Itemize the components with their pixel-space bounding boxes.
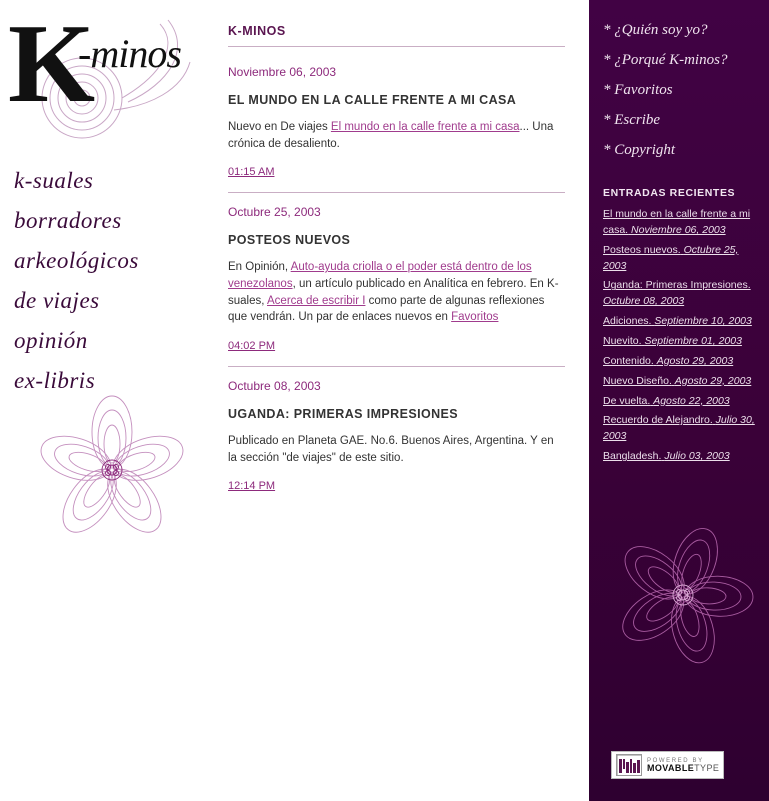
entry-body-mid: , un artículo publicado en Analítica en febrero. En K-suales,: [228, 278, 559, 307]
right-sidebar: [589, 0, 769, 801]
entry-time: [228, 340, 565, 352]
movabletype-logo-icon: [616, 754, 642, 776]
nav-link-deviajes[interactable]: de viajes: [14, 288, 100, 313]
recent-entry-date: Septiembre 01, 2003: [644, 335, 742, 348]
entry-body-pre: Nuevo en De viajes: [228, 121, 331, 133]
list-item[interactable]: [603, 333, 757, 349]
entry-date: Octubre 25, 2003: [228, 205, 321, 220]
page-title: K-MINOS: [228, 24, 565, 47]
nav-item[interactable]: [14, 168, 210, 194]
recent-entry-title: Adiciones.: [603, 315, 652, 328]
entry-body-post: ... Una crónica de desaliento.: [228, 121, 554, 150]
recent-entry-link[interactable]: [603, 315, 752, 327]
entry-body: [228, 119, 565, 152]
blog-entry: [228, 367, 565, 492]
entry-title: UGANDA: PRIMERAS IMPRESIONES: [228, 407, 458, 422]
recent-entry-date: Agosto 29, 2003: [674, 374, 752, 387]
list-item[interactable]: [603, 313, 757, 329]
entry-body-mid-2: como parte de algunas reflexiones que vendrán. Un par de enlaces nuevos en: [228, 294, 545, 324]
blog-entry: [228, 53, 565, 193]
nav-link-arkeologicos[interactable]: arkeológicos: [14, 248, 139, 273]
entry-body: Publicado en Planeta GAE. No.6. Buenos Aires, Argentina. Y en la sección "de viajes" de este sitio.: [228, 435, 554, 464]
nav-item[interactable]: [14, 208, 210, 234]
recent-entry-link[interactable]: [603, 335, 742, 347]
category-nav: [14, 168, 210, 394]
recent-entry-date: Agosto 29, 2003: [656, 354, 734, 367]
recent-entry-title: Nuevo Diseño.: [603, 374, 672, 387]
nav-item[interactable]: [14, 288, 210, 314]
recent-entry-title: El mundo en la calle frente a mi casa.: [603, 208, 751, 236]
menu-link-favoritos[interactable]: * Favoritos: [603, 82, 673, 98]
movabletype-name-bold: MOVABLE: [647, 762, 695, 773]
recent-entry-date: Agosto 22, 2003: [653, 394, 730, 407]
recent-entry-link[interactable]: [603, 414, 755, 442]
menu-item[interactable]: [603, 142, 757, 159]
blog-entry: [228, 193, 565, 367]
recent-entry-title: Nuevito.: [603, 335, 642, 348]
recent-entry-title: Uganda: Primeras Impresiones.: [603, 279, 751, 292]
movabletype-name-light: TYPE: [694, 762, 720, 773]
recent-entry-title: Bangladesh.: [603, 450, 662, 463]
recent-entry-date: Septiembre 10, 2003: [654, 315, 752, 328]
nav-item[interactable]: [14, 248, 210, 274]
menu-item[interactable]: [603, 82, 757, 99]
entry-time: [228, 166, 565, 178]
flower-decoration-icon: [601, 520, 766, 670]
entry-time: [228, 480, 565, 492]
entry-date: Noviembre 06, 2003: [228, 65, 337, 79]
recent-entries-list: [603, 206, 757, 464]
main-content: [210, 0, 589, 801]
powered-by-text: POWERED BY: [647, 757, 704, 764]
recent-entry-link[interactable]: [603, 355, 733, 367]
flower-decoration-icon: [12, 395, 210, 545]
menu-item[interactable]: [603, 52, 757, 69]
recent-entry-date: Noviembre 06, 2003: [631, 223, 726, 236]
nav-link-opinion[interactable]: opinión: [14, 328, 88, 353]
recent-entry-date: Octubre 25, 2003: [603, 243, 739, 272]
nav-link-ksuales[interactable]: k-suales: [14, 168, 94, 193]
recent-entry-link[interactable]: [603, 279, 751, 307]
list-item[interactable]: [603, 242, 757, 274]
nav-item[interactable]: [14, 368, 210, 394]
entry-permalink[interactable]: 01:15 AM: [228, 166, 275, 179]
logo-word-minos: -minos: [78, 31, 181, 76]
recent-entry-date: Julio 30, 2003: [603, 414, 755, 443]
left-sidebar: [0, 0, 210, 801]
nav-link-borradores[interactable]: borradores: [14, 208, 122, 233]
site-menu: [603, 22, 757, 159]
recent-entry-link[interactable]: [603, 208, 750, 236]
entry-body-link[interactable]: El mundo en la calle frente a mi casa: [330, 121, 520, 133]
nav-item[interactable]: [14, 328, 210, 354]
recent-entries-heading: ENTRADAS RECIENTES: [603, 187, 736, 199]
entry-body-pre: En Opinión,: [228, 261, 291, 274]
list-item[interactable]: [603, 277, 757, 309]
recent-entry-link[interactable]: [603, 395, 730, 407]
entry-title: POSTEOS NUEVOS: [228, 233, 351, 248]
movabletype-badge[interactable]: [611, 751, 724, 779]
list-item[interactable]: [603, 412, 757, 444]
entry-permalink[interactable]: 04:02 PM: [228, 340, 276, 353]
recent-entry-title: Contenido.: [603, 354, 654, 367]
nav-link-exlibris[interactable]: ex-libris: [14, 368, 96, 393]
menu-link-copyright[interactable]: * Copyright: [603, 142, 676, 158]
list-item[interactable]: [603, 206, 757, 238]
recent-entry-date: Julio 03, 2003: [664, 450, 730, 463]
entry-body-link-2[interactable]: Acerca de escribir I: [267, 294, 366, 307]
menu-link-porque-kminos[interactable]: * ¿Porqué K-minos?: [603, 52, 728, 68]
recent-entry-title: De vuelta.: [603, 394, 651, 407]
menu-link-quien-soy-yo[interactable]: * ¿Quién soy yo?: [603, 22, 708, 38]
entry-permalink[interactable]: 12:14 PM: [228, 480, 276, 493]
menu-link-escribe[interactable]: * Escribe: [603, 112, 661, 128]
list-item[interactable]: [603, 353, 757, 369]
recent-entry-link[interactable]: [603, 244, 738, 272]
list-item[interactable]: [603, 393, 757, 409]
list-item[interactable]: [603, 448, 757, 464]
menu-item[interactable]: [603, 22, 757, 39]
logo-letter-k: K: [8, 2, 96, 126]
recent-entry-link[interactable]: [603, 375, 751, 387]
list-item[interactable]: [603, 373, 757, 389]
recent-entry-date: Octubre 08, 2003: [603, 295, 685, 308]
movabletype-label: [642, 758, 719, 773]
entry-title: EL MUNDO EN LA CALLE FRENTE A MI CASA: [228, 93, 517, 107]
entry-body-link-3[interactable]: Favoritos: [451, 311, 499, 324]
entry-body: [228, 259, 565, 326]
recent-entry-title: Posteos nuevos.: [603, 243, 681, 256]
recent-entry-title: Recuerdo de Alejandro.: [603, 414, 713, 427]
site-logo[interactable]: [0, 0, 210, 150]
movabletype-name: [647, 764, 719, 773]
menu-item[interactable]: [603, 112, 757, 129]
recent-entry-link[interactable]: [603, 450, 730, 462]
entry-date: Octubre 08, 2003: [228, 379, 321, 394]
entry-body-link[interactable]: Auto-ayuda criolla o el poder está dentro de los venezolanos: [228, 261, 532, 291]
